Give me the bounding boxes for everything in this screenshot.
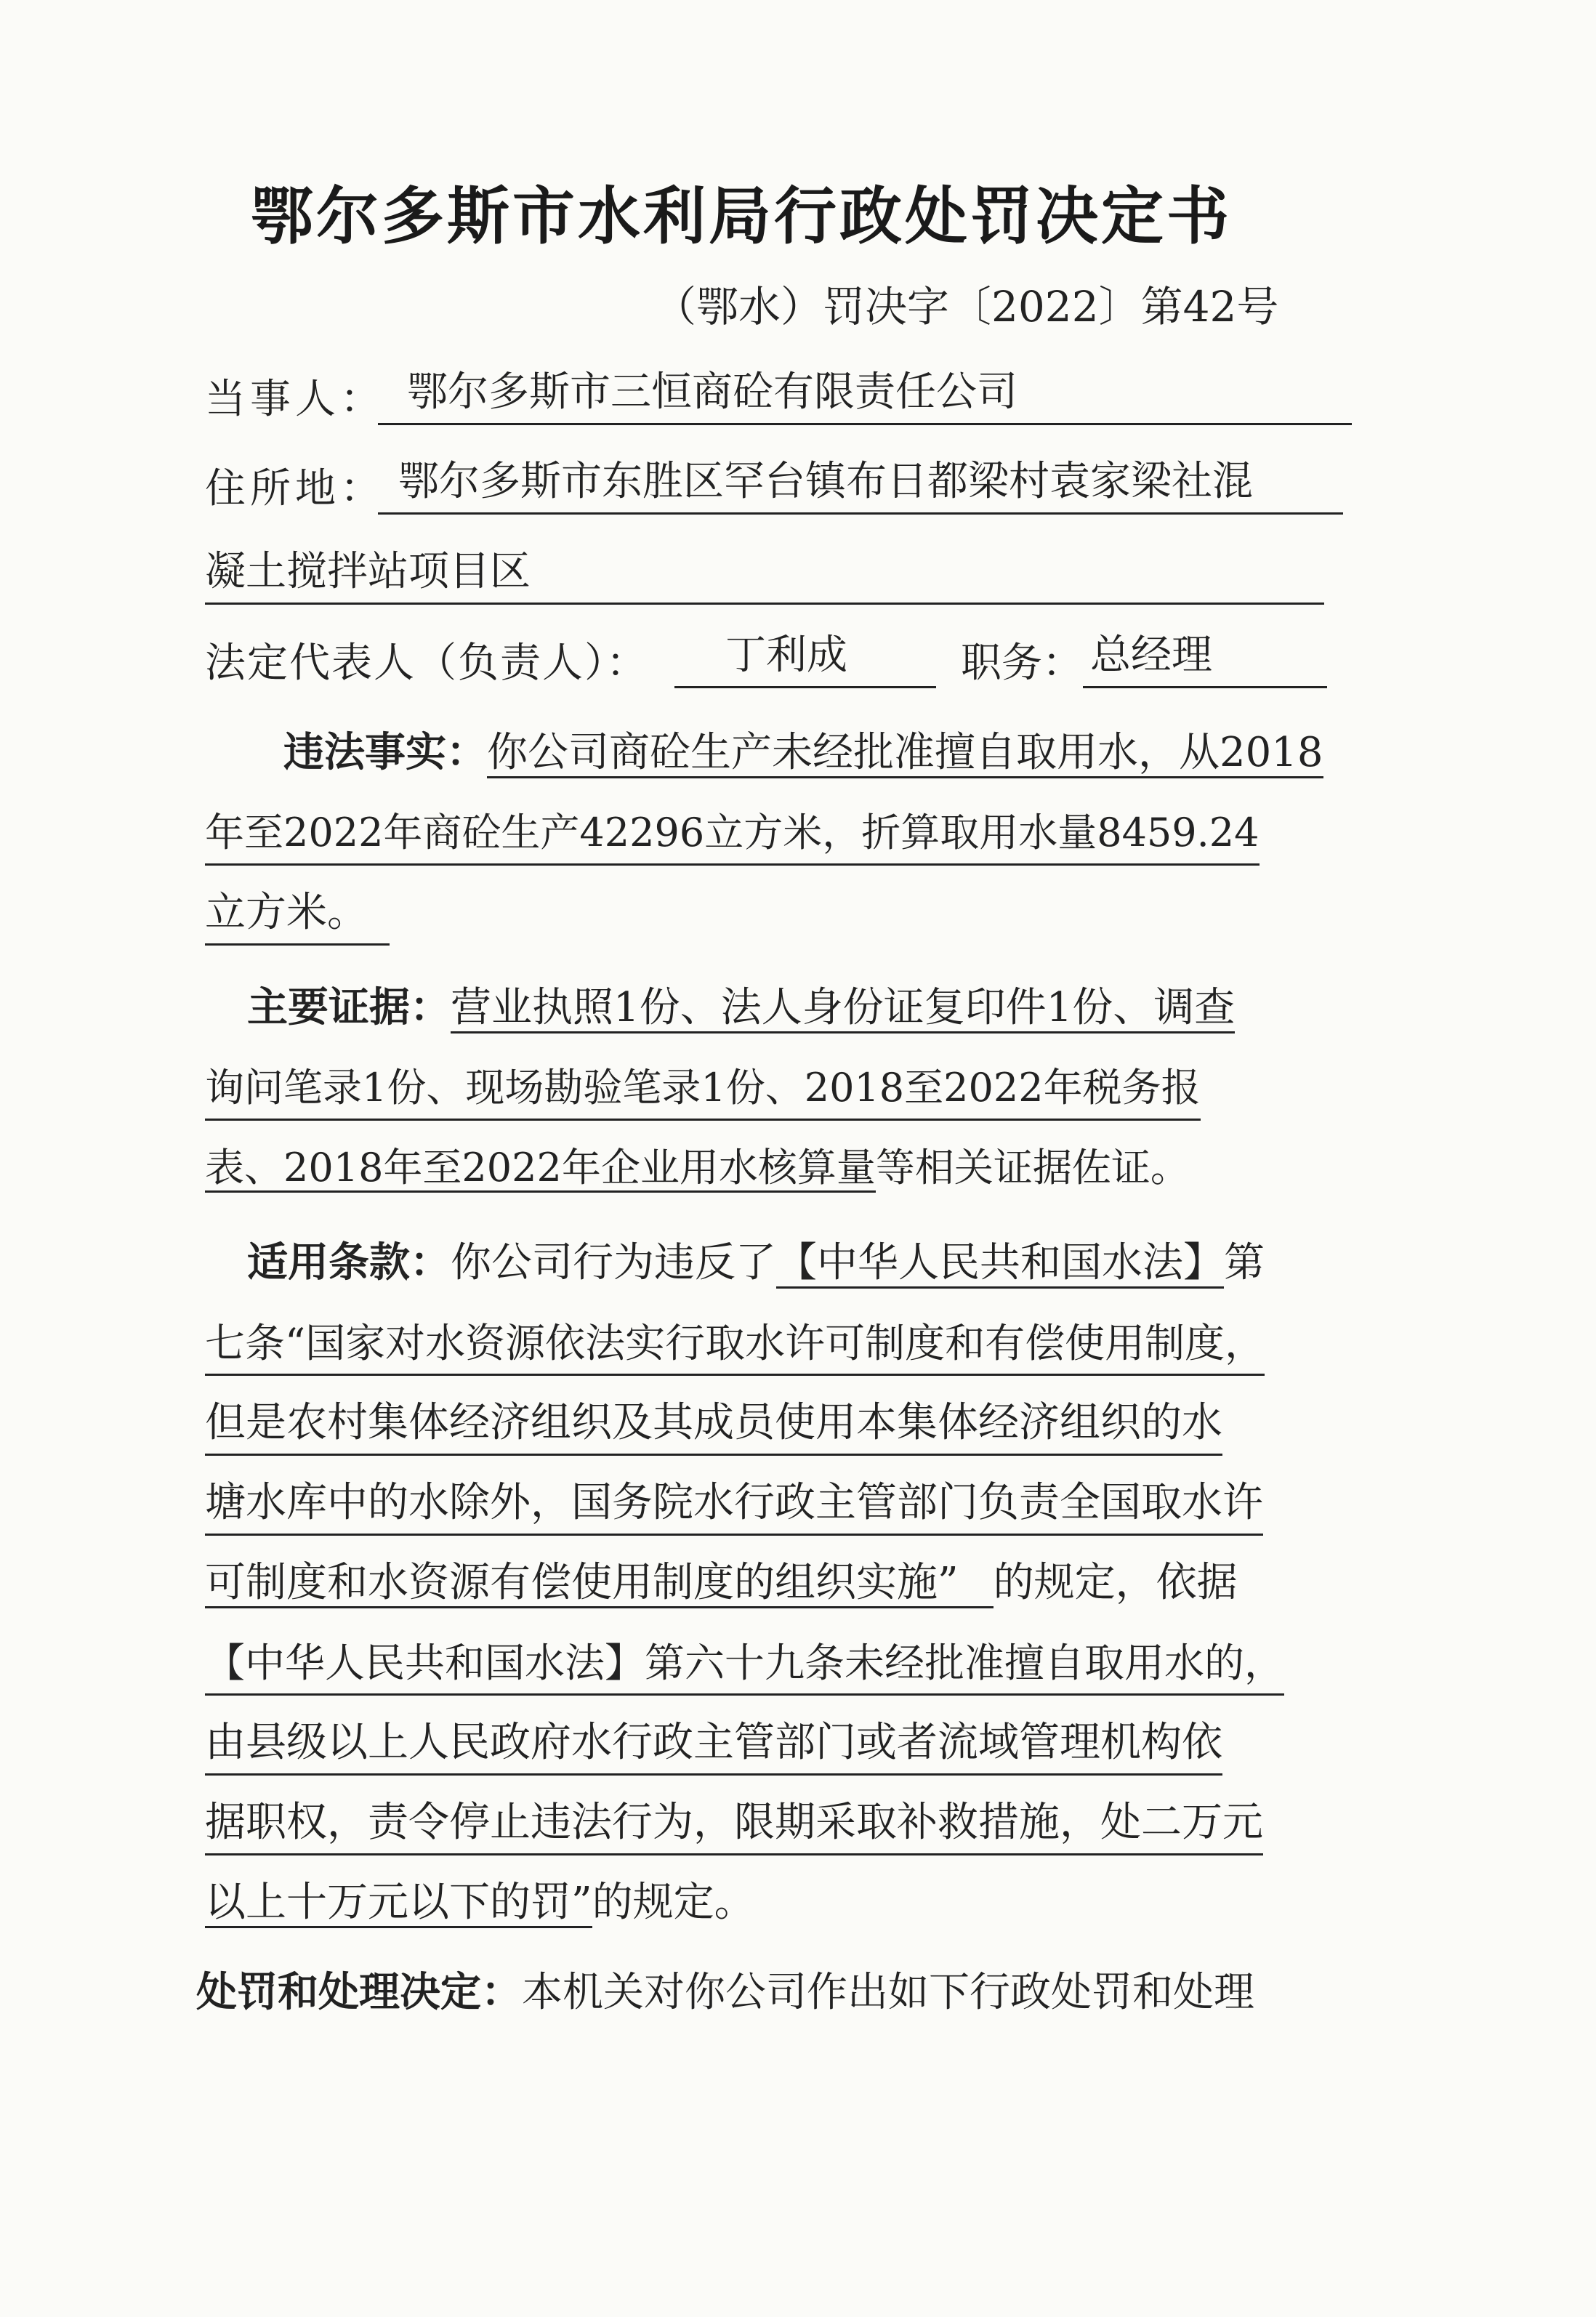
position-label: 职务：	[961, 640, 1083, 687]
clauses-line-6: 【中华人民共和国水法】第六十九条未经批准擅自取用水的，	[205, 1632, 1284, 1696]
clauses-text-5a: 可制度和水资源有偿使用制度的组织实施”	[205, 1559, 994, 1608]
clauses-line-8: 据职权，责令停止违法行为，限期采取补救措施，处二万元	[205, 1792, 1263, 1855]
clauses-line-1	[247, 1233, 1265, 1294]
clauses-text-9b: 的规定。	[592, 1879, 755, 1926]
evidence-text-1: 营业执照1份、法人身份证复印件1份、调查	[451, 984, 1235, 1033]
facts-text-1: 你公司商砼生产未经批准擅自取用水，从2018	[487, 729, 1323, 778]
document-number: （鄂水）罚决字〔2022〕第42号	[654, 282, 1279, 331]
address-line-1: 鄂尔多斯市东胜区罕台镇布日都梁村袁家梁社混	[378, 451, 1343, 515]
party-row	[205, 367, 385, 425]
representative-name: 丁利成	[674, 625, 936, 688]
clauses-law-name-1: 【中华人民共和国水法】	[776, 1239, 1224, 1289]
evidence-heading: 主要证据：	[247, 984, 451, 1031]
address-label: 住所地：	[205, 465, 385, 512]
facts-line-3: 立方米。	[205, 882, 390, 946]
clauses-line-7: 由县级以上人民政府水行政主管部门或者流域管理机构依	[205, 1712, 1222, 1776]
decision-text-1: 本机关对你公司作出如下行政处罚和处理	[522, 1969, 1254, 2016]
representative-row	[205, 631, 648, 689]
decision-line-1	[196, 1962, 1254, 2023]
clauses-line-5	[205, 1552, 1238, 1613]
facts-heading: 违法事实：	[283, 729, 487, 776]
document-title: 鄂尔多斯市水利局行政处罚决定书	[251, 180, 1232, 253]
decision-heading: 处罚和处理决定：	[196, 1969, 522, 2016]
clauses-text-1a: 你公司行为违反了	[451, 1239, 776, 1286]
position-value: 总经理	[1083, 625, 1327, 688]
evidence-text-3a: 表、2018年至2022年企业用水核算量	[205, 1145, 876, 1193]
party-value: 鄂尔多斯市三恒商砼有限责任公司	[378, 362, 1352, 425]
address-line-2: 凝土搅拌站项目区	[205, 541, 1324, 605]
facts-line-1	[283, 722, 1323, 783]
clauses-heading: 适用条款：	[247, 1239, 451, 1286]
clauses-text-1c: 第	[1224, 1239, 1265, 1286]
clauses-line-3: 但是农村集体经济组织及其成员使用本集体经济组织的水	[205, 1393, 1222, 1456]
clauses-line-2: 七条“国家对水资源依法实行取水许可制度和有偿使用制度，	[205, 1313, 1265, 1376]
clauses-text-5b: 的规定，依据	[993, 1559, 1238, 1606]
evidence-line-1	[247, 978, 1235, 1039]
evidence-text-3b: 等相关证据佐证。	[875, 1145, 1190, 1190]
clauses-text-9a: 以上十万元以下的罚”	[205, 1879, 592, 1928]
clauses-line-4: 塘水库中的水除外，国务院水行政主管部门负责全国取水许	[205, 1472, 1263, 1536]
address-row	[205, 456, 385, 515]
party-label: 当事人：	[205, 376, 385, 423]
representative-label: 法定代表人（负责人）：	[205, 640, 648, 687]
evidence-line-3	[205, 1137, 1190, 1198]
evidence-line-2: 询问笔录1份、现场勘验笔录1份、2018至2022年税务报	[205, 1057, 1201, 1121]
facts-line-2: 年至2022年商砼生产42296立方米，折算取用水量8459.24	[205, 802, 1260, 866]
clauses-line-9	[205, 1872, 755, 1933]
